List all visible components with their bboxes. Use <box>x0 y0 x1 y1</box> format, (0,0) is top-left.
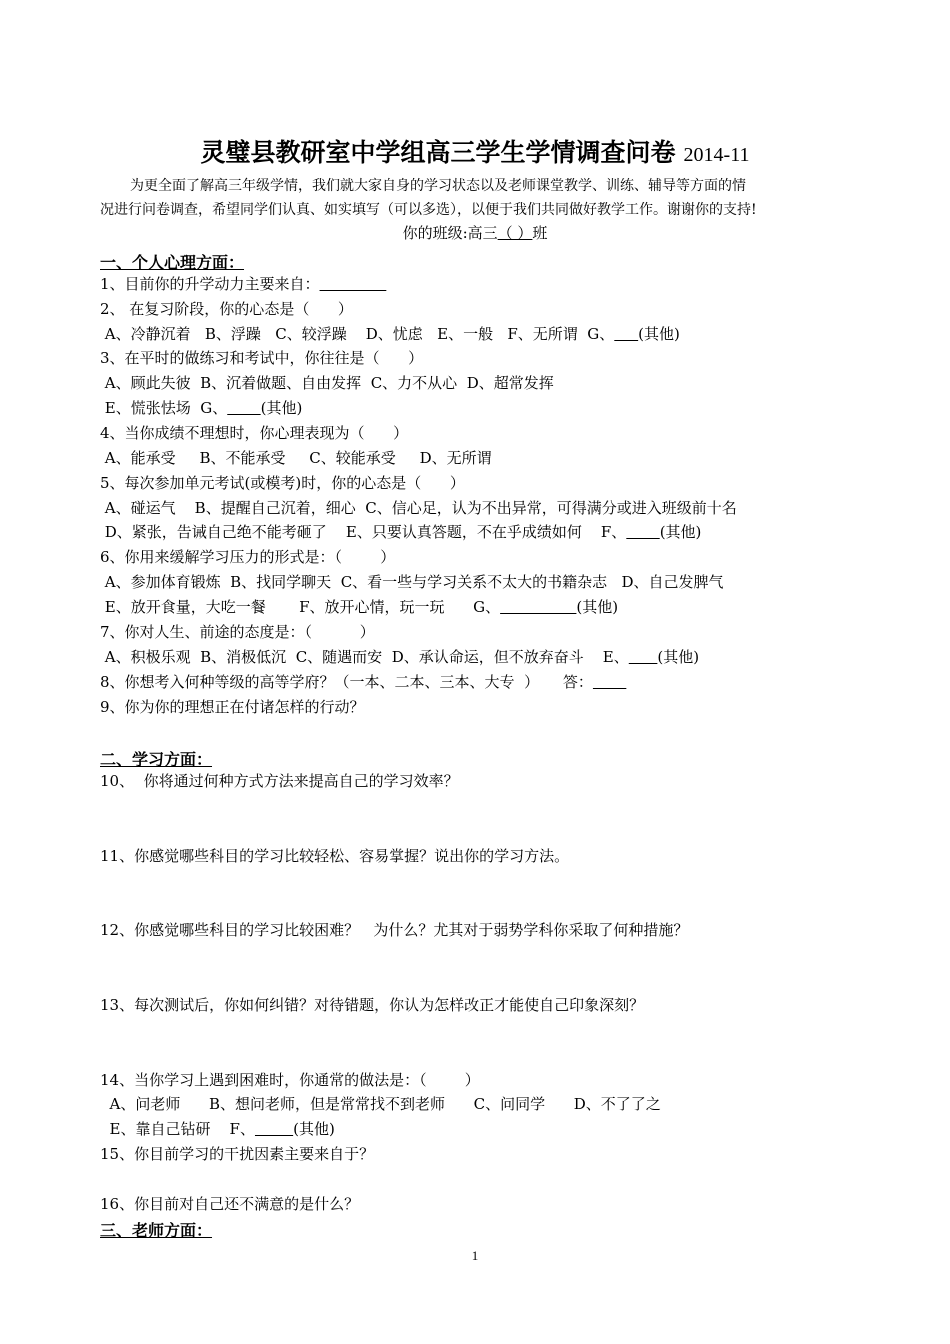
page-number: 1 <box>471 1248 479 1263</box>
question-11: 11、你感觉哪些科目的学习比较轻松、容易掌握？说出你的学习方法。 <box>100 847 570 865</box>
question-5-options-a: A、碰运气 B、提醒自己沉着，细心 C、信心足，认为不出异常，可得满分或进入班级前十名 <box>100 499 737 517</box>
title-date: 2014-11 <box>683 144 750 166</box>
question-6: 6、你用来缓解学习压力的形式是：（ ） <box>100 548 396 566</box>
question-6-options-b <box>100 597 618 617</box>
question-7: 7、你对人生、前途的态度是：（ ） <box>100 623 375 641</box>
question-text: 8、你想考入何种等级的高等学府？（一本、二本、三本、大专 ） 答： <box>100 673 593 691</box>
options-text: E、放开食量，大吃一餐 F、放开心情，玩一玩 G、 <box>100 598 501 616</box>
other-label: (其他) <box>638 325 680 343</box>
section-heading-psychology: 一、个人心理方面： <box>100 253 245 272</box>
question-3: 3、在平时的做练习和考试中，你往往是（ ） <box>100 349 424 367</box>
class-suffix: 班 <box>532 224 548 242</box>
question-4: 4、当你成绩不理想时，你心理表现为（ ） <box>100 424 409 442</box>
question-12: 12、你感觉哪些科目的学习比较困难？ 为什么？尤其对于弱势学科你采取了何种措施？ <box>100 921 689 939</box>
question-2-options <box>100 324 680 344</box>
other-label: (其他) <box>293 1120 335 1138</box>
question-7-options <box>100 647 699 667</box>
class-field <box>0 222 950 244</box>
other-label: (其他) <box>657 648 700 666</box>
question-1 <box>100 274 386 294</box>
question-13: 13、每次测试后，你如何纠错？对待错题，你认为怎样改正才能使自己印象深刻？ <box>100 996 645 1014</box>
options-text: A、积极乐观 B、消极低沉 C、随遇而安 D、承认命运，但不放弃奋斗 E、 <box>100 648 629 666</box>
options-text: A、冷静沉着 B、浮躁 C、较浮躁 D、忧虑 E、一般 F、无所谓 G、 <box>100 325 615 343</box>
options-text: D、紧张，告诫自己绝不能考砸了 E、只要认真答题，不在乎成绩如何 F、 <box>100 523 627 541</box>
question-4-options: A、能承受 B、不能承受 C、较能承受 D、无所谓 <box>100 449 492 467</box>
question-5-options-b <box>100 522 701 542</box>
question-10: 10、 你将通过何种方式方法来提高自己的学习效率？ <box>100 772 459 790</box>
question-3-options-a: A、顾此失彼 B、沉着做题、自由发挥 C、力不从心 D、超常发挥 <box>100 374 554 392</box>
question-5: 5、每次参加单元考试(或模考)时，你的心态是（ ） <box>100 474 465 492</box>
intro-paragraph-line2: 况进行问卷调查，希望同学们认真、如实填写（可以多选），以便于我们共同做好教学工作。谢谢你的支持! <box>100 202 757 218</box>
question-14-options-a: A、问老师 B、想问老师，但是常常找不到老师 C、问同学 D、不了了之 <box>100 1095 661 1113</box>
question-16: 16、你目前对自己还不满意的是什么？ <box>100 1195 360 1213</box>
class-blank[interactable]: （ ） <box>497 224 533 242</box>
answer-blank[interactable] <box>227 399 260 417</box>
answer-blank[interactable] <box>320 275 387 293</box>
other-label: (其他) <box>260 399 303 417</box>
other-label: (其他) <box>576 598 619 616</box>
answer-blank[interactable] <box>500 598 576 616</box>
question-text: 1、目前你的升学动力主要来自： <box>100 275 320 293</box>
options-text: E、慌张怯场 G、 <box>100 399 228 417</box>
question-2: 2、 在复习阶段，你的心态是（ ） <box>100 300 353 318</box>
section-heading-study: 二、学习方面： <box>100 750 213 769</box>
question-15: 15、你目前学习的干扰因素主要来自于？ <box>100 1145 375 1163</box>
answer-blank[interactable] <box>255 1120 293 1138</box>
answer-blank[interactable] <box>593 673 626 691</box>
answer-blank[interactable] <box>629 648 658 666</box>
other-label: (其他) <box>659 523 702 541</box>
options-text: E、靠自己钻研 F、 <box>100 1120 255 1138</box>
question-14: 14、当你学习上遇到困难时，你通常的做法是：（ ） <box>100 1071 480 1089</box>
question-6-options-a: A、参加体育锻炼 B、找同学聊天 C、看一些与学习关系不太大的书籍杂志 D、自己发脾气 <box>100 573 724 591</box>
document-title <box>0 133 950 169</box>
intro-paragraph-line1: 为更全面了解高三年级学情，我们就大家自身的学习状态以及老师课堂教学、训练、辅导等方面的情 <box>130 178 746 194</box>
question-9: 9、你为你的理想正在付诸怎样的行动？ <box>100 698 365 716</box>
question-14-options-b <box>100 1119 335 1139</box>
question-8 <box>100 672 626 692</box>
question-3-options-b <box>100 398 302 418</box>
answer-blank[interactable] <box>614 325 638 343</box>
class-prefix: 你的班级:高三 <box>402 224 498 242</box>
title-text: 灵璧县教研室中学组高三学生学情调查问卷 <box>200 138 676 167</box>
answer-blank[interactable] <box>626 523 659 541</box>
section-heading-teachers: 三、老师方面： <box>100 1221 213 1240</box>
